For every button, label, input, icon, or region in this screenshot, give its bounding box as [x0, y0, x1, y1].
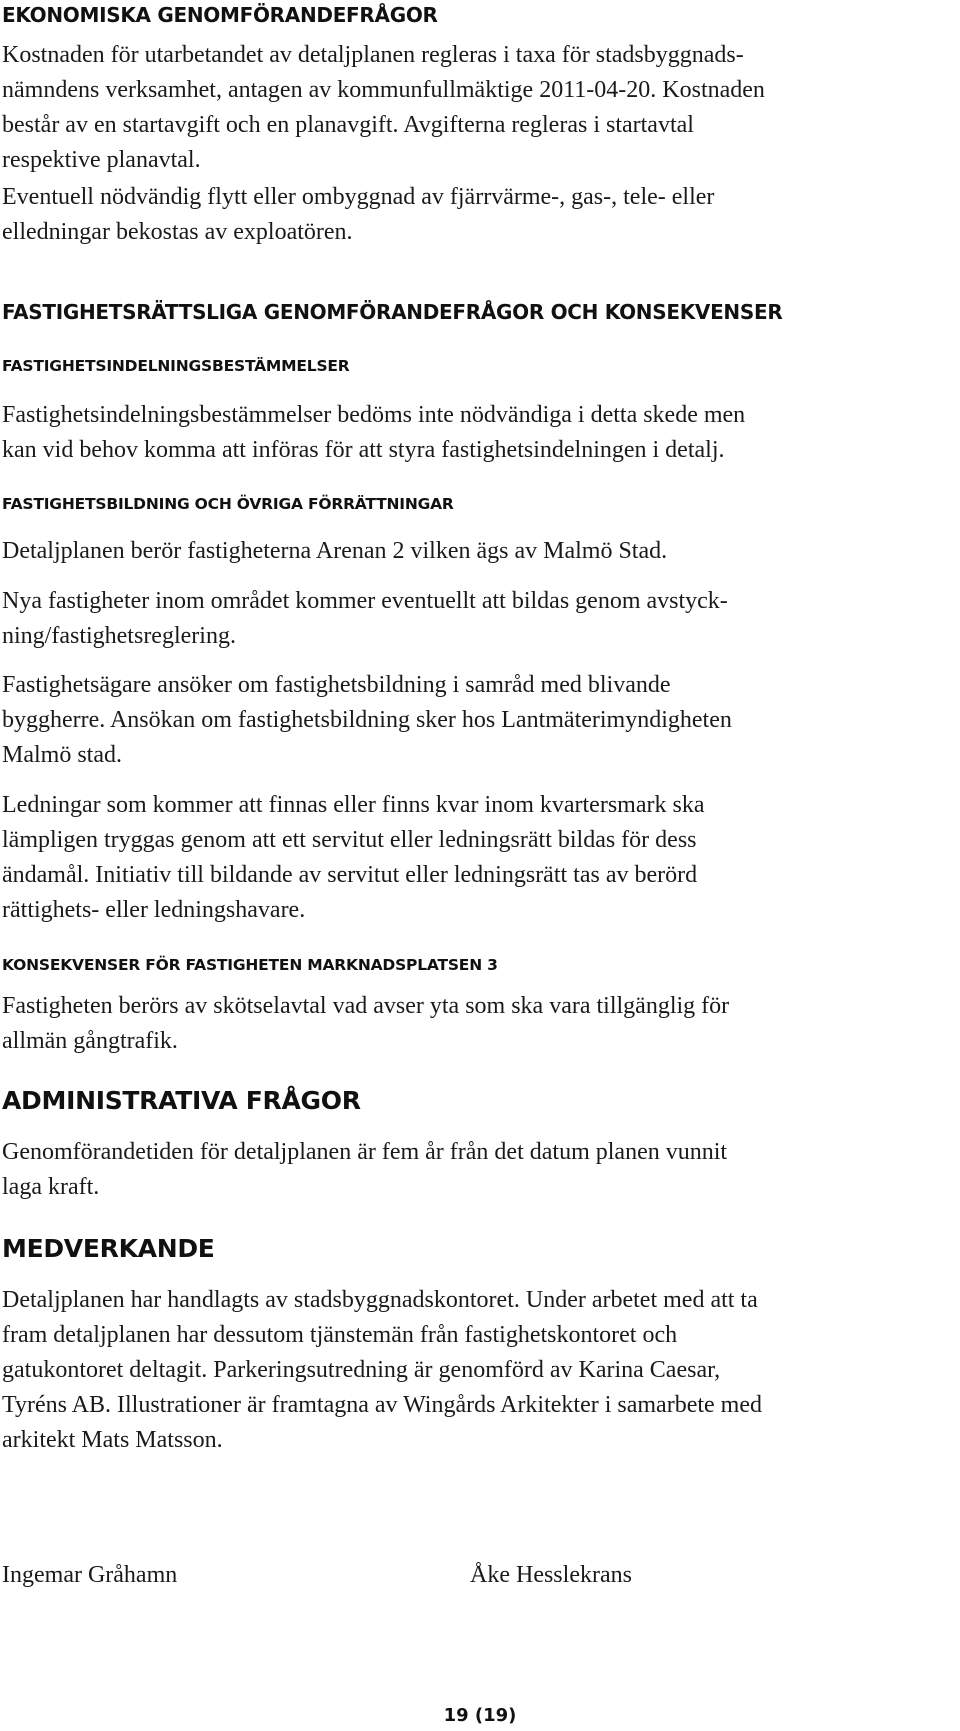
text-line: Malmö stad.	[2, 742, 122, 768]
text-line: allmän gångtrafik.	[2, 1028, 178, 1054]
paragraph-economic-cost	[2, 38, 765, 178]
heading-property-law: FASTIGHETSRÄTTSLIGA GENOMFÖRANDEFRÅGOR OCH KONSEKVENSER	[2, 300, 783, 324]
text-line: består av en startavgift och en planavgift. Avgifterna regleras i startavtal	[2, 112, 694, 138]
text-line: Fastigheten berörs av skötselavtal vad avser yta som ska vara tillgänglig för	[2, 993, 730, 1019]
paragraph-economic-relocation	[2, 180, 714, 250]
heading-administrative: ADMINISTRATIVA FRÅGOR	[2, 1086, 361, 1115]
text-line: lämpligen tryggas genom att ett servitut eller ledningsrätt bildas för dess	[2, 827, 697, 853]
paragraph-property-division	[2, 398, 745, 468]
heading-property-formation: FASTIGHETSBILDNING OCH ÖVRIGA FÖRRÄTTNINGAR	[2, 495, 454, 513]
text-line: nämndens verksamhet, antagen av kommunfullmäktige 2011-04-20. Kostnaden	[2, 77, 765, 103]
paragraph-formation-application	[2, 668, 732, 773]
signature-right: Åke Hesslekrans	[470, 1562, 632, 1588]
text-line: ning/fastighetsreglering.	[2, 623, 236, 649]
paragraph-administrative	[2, 1135, 727, 1205]
heading-consequences-marknadsplatsen: KONSEKVENSER FÖR FASTIGHETEN MARKNADSPLATSEN 3	[2, 956, 498, 974]
text-line: Eventuell nödvändig flytt eller ombyggnad av fjärrvärme-, gas-, tele- eller	[2, 184, 715, 210]
paragraph-consequences-marknadsplatsen	[2, 989, 729, 1059]
paragraph-formation-utilities	[2, 788, 704, 928]
text-line: Fastighetsägare ansöker om fastighetsbildning i samråd med blivande	[2, 672, 671, 698]
signature-left: Ingemar Gråhamn	[2, 1562, 178, 1588]
heading-property-division: FASTIGHETSINDELNINGSBESTÄMMELSER	[2, 357, 350, 375]
text-line: Genomförandetiden för detaljplanen är fem år från det datum planen vunnit	[2, 1139, 728, 1165]
text-line: kan vid behov komma att införas för att styra fastighetsindelningen i detalj.	[2, 437, 725, 463]
text-line: ändamål. Initiativ till bildande av servitut eller ledningsrätt tas av berörd	[2, 862, 698, 888]
text-line: Tyréns AB. Illustrationer är framtagna av Wingårds Arkitekter i samarbete med	[2, 1392, 762, 1418]
page-number: 19 (19)	[443, 1705, 517, 1726]
text-line: Detaljplanen berör fastigheterna Arenan 2 vilken ägs av Malmö Stad.	[2, 538, 668, 564]
heading-contributors: MEDVERKANDE	[2, 1234, 215, 1263]
text-line: rättighets- eller ledningshavare.	[2, 897, 306, 923]
text-line: arkitekt Mats Matsson.	[2, 1427, 223, 1453]
text-line: elledningar bekostas av exploatören.	[2, 219, 353, 245]
text-line: byggherre. Ansökan om fastighetsbildning sker hos Lantmäterimyndigheten	[2, 707, 732, 733]
text-line: Ledningar som kommer att finnas eller finns kvar inom kvartersmark ska	[2, 792, 705, 818]
text-line: Fastighetsindelningsbestämmelser bedöms inte nödvändiga i detta skede men	[2, 402, 746, 428]
text-line: gatukontoret deltagit. Parkeringsutredning är genomförd av Karina Caesar,	[2, 1357, 721, 1383]
paragraph-formation-arenan	[2, 534, 667, 569]
paragraph-contributors	[2, 1283, 762, 1458]
paragraph-formation-new-properties	[2, 584, 728, 654]
text-line: Nya fastigheter inom området kommer eventuellt att bildas genom avstyck-	[2, 588, 728, 614]
text-line: Detaljplanen har handlagts av stadsbyggnadskontoret. Under arbetet med att ta	[2, 1287, 758, 1313]
text-line: Kostnaden för utarbetandet av detaljplanen regleras i taxa för stadsbyggnads-	[2, 42, 744, 68]
text-line: respektive planavtal.	[2, 147, 201, 173]
text-line: fram detaljplanen har dessutom tjänstemän från fastighetskontoret och	[2, 1322, 678, 1348]
heading-economic: EKONOMISKA GENOMFÖRANDEFRÅGOR	[2, 3, 438, 27]
text-line: laga kraft.	[2, 1174, 100, 1200]
